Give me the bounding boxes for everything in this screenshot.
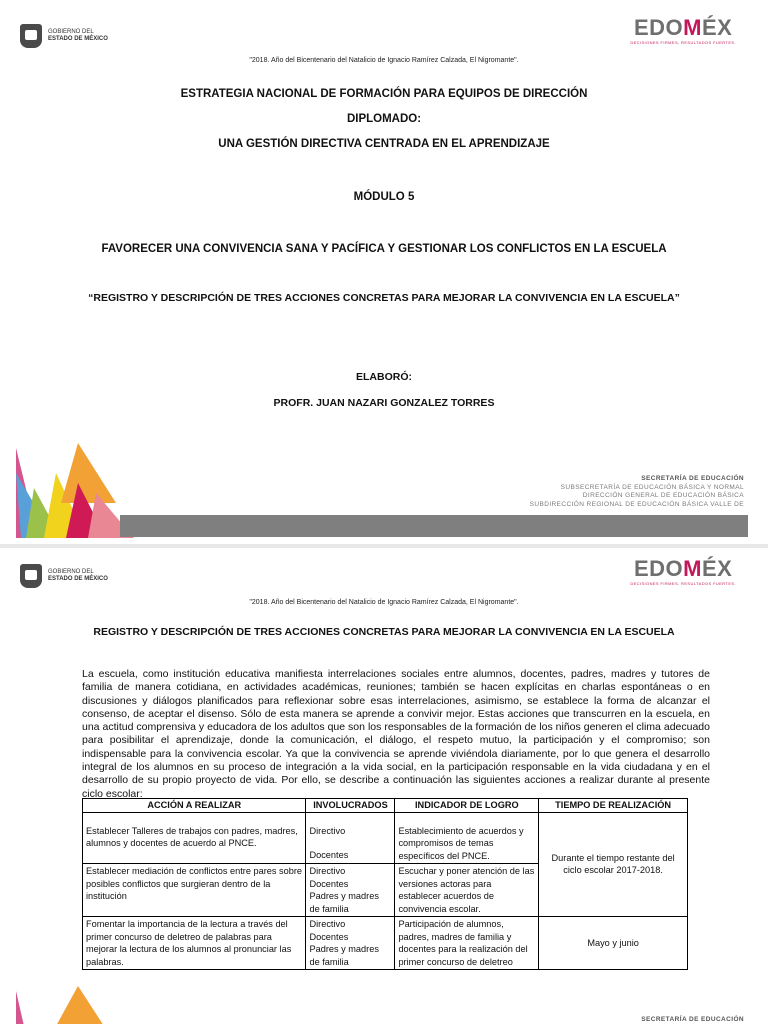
footer-institution <box>530 475 744 509</box>
brand-left: EDO <box>633 556 684 581</box>
accion-cell: Establecer mediación de conflictos entre pares sobre posibles conflictos que surgieran dentro de la institución <box>83 864 306 917</box>
secretaria-line: SECRETARÍA DE EDUCACIÓN <box>641 1016 744 1023</box>
decorative-triangles-art <box>16 986 136 1024</box>
col-header-indicador: INDICADOR DE LOGRO <box>395 799 539 813</box>
brand-right: ÉX <box>701 556 733 581</box>
involucrado-item: Docentes <box>309 850 349 860</box>
page-heading: REGISTRO Y DESCRIPCIÓN DE TRES ACCIONES CONCRETAS PARA MEJORAR LA CONVIVENCIA EN LA ESCUELA <box>93 626 675 638</box>
decorative-triangles-art <box>16 443 136 538</box>
author-label: ELABORÓ: <box>356 371 412 383</box>
module-title: MÓDULO 5 <box>353 191 415 203</box>
involucrado-item: Padres y madres de familia <box>309 944 379 967</box>
gobierno-logo <box>20 24 108 48</box>
secretaria-line: SECRETARÍA DE EDUCACIÓN <box>641 475 744 482</box>
subdireccion-line: SUBDIRECCIÓN REGIONAL DE EDUCACIÓN BÁSICA VALLE DE <box>529 500 744 508</box>
gov-logo-line1: GOBIERNO DEL <box>48 569 94 575</box>
brand-tagline: DECISIONES FIRMES, RESULTADOS FUERTES. <box>630 581 736 586</box>
indicador-cell: Establecimiento de acuerdos y compromisos de temas específicos del PNCE. <box>395 812 539 864</box>
col-header-involucrados: INVOLUCRADOS <box>306 799 395 813</box>
motto: "2018. Año del Bicentenario del Natalicio de Ignacio Ramírez Calzada, El Nigromante". <box>249 57 519 64</box>
footer-band <box>120 515 748 537</box>
subsecretaria-line: SUBSECRETARÍA DE EDUCACIÓN BÁSICA Y NORMAL <box>560 483 744 491</box>
shield-icon <box>20 564 42 588</box>
brand-tagline: DECISIONES FIRMES, RESULTADOS FUERTES. <box>630 40 736 45</box>
involucrado-item: Directivo <box>309 866 346 876</box>
intro-paragraph <box>58 668 710 801</box>
tiempo-cell: Mayo y junio <box>539 917 688 970</box>
table-row <box>83 917 688 970</box>
involucrados-cell <box>306 812 395 864</box>
author-name: PROFR. JUAN NAZARI GONZALEZ TORRES <box>273 397 495 409</box>
involucrado-item: Padres y madres de familia <box>309 891 379 914</box>
brand-mid: M <box>683 15 702 40</box>
involucrado-item: Directivo <box>309 919 346 929</box>
brand-mid: M <box>683 556 702 581</box>
diplomado-title: UNA GESTIÓN DIRECTIVA CENTRADA EN EL APRENDIZAJE <box>218 138 550 150</box>
involucrados-cell <box>306 917 395 970</box>
tiempo-cell: Durante el tiempo restante del ciclo escolar 2017-2018. <box>539 812 688 917</box>
col-header-tiempo: TIEMPO DE REALIZACIÓN <box>539 799 688 813</box>
shield-icon <box>20 24 42 48</box>
indicador-cell: Escuchar y poner atención de las versiones actoras para establecer acuerdos de convivencia escolar. <box>395 864 539 917</box>
involucrado-item: Directivo <box>309 825 346 836</box>
edomex-logo <box>630 558 736 586</box>
content-page <box>0 548 768 1024</box>
accion-cell: Establecer Talleres de trabajos con padres, madres, alumnos y docentes de acuerdo al PNCE. <box>83 812 306 864</box>
gov-logo-line2: ESTADO DE MÉXICO <box>48 576 108 582</box>
accion-cell: Fomentar la importancia de la lectura a través del primer concurso de deletreo de palabras para mejorar la lectura de los alumnos al pronunciar las palabras. <box>83 917 306 970</box>
module-topic: FAVORECER UNA CONVIVENCIA SANA Y PACÍFICA Y GESTIONAR LOS CONFLICTOS EN LA ESCUELA <box>101 243 667 255</box>
involucrado-item: Docentes <box>309 931 349 942</box>
col-header-accion: ACCIÓN A REALIZAR <box>83 799 306 813</box>
diplomado-label: DIPLOMADO: <box>346 113 422 125</box>
table-row <box>83 812 688 864</box>
motto: "2018. Año del Bicentenario del Natalicio de Ignacio Ramírez Calzada, El Nigromante". <box>249 599 519 606</box>
edomex-logo <box>630 17 736 45</box>
gov-logo-line1: GOBIERNO DEL <box>48 29 94 35</box>
table-header-row <box>83 799 688 813</box>
involucrados-cell <box>306 864 395 917</box>
brand-right: ÉX <box>701 15 733 40</box>
actions-table <box>82 798 688 970</box>
footer-institution <box>641 1016 744 1024</box>
gobierno-logo <box>20 564 108 588</box>
program-title: ESTRATEGIA NACIONAL DE FORMACIÓN PARA EQUIPOS DE DIRECCIÓN <box>180 88 588 100</box>
brand-left: EDO <box>633 15 684 40</box>
direccion-line: DIRECCIÓN GENERAL DE EDUCACIÓN BÁSICA <box>582 492 744 499</box>
gov-logo-line2: ESTADO DE MÉXICO <box>48 36 108 42</box>
indicador-cell: Participación de alumnos, padres, madres de familia y docentes para la realización del primer concurso de deletreo <box>395 917 539 970</box>
assignment-title: “REGISTRO Y DESCRIPCIÓN DE TRES ACCIONES CONCRETAS PARA MEJORAR LA CONVIVENCIA EN LA ESCUELA” <box>88 292 680 304</box>
involucrado-item: Docentes <box>309 878 349 889</box>
intro-text: La escuela, como institución educativa manifiesta interrelaciones sociales entre alumnos, docentes, padres, madres y tutores de familia de manera cotidiana, en actividades académicas, reuniones; también se hacen explícitas en charlas espontáneas o en discusiones y diálogos planificados para reflexionar sobre esas interrelaciones, asimismo, se establece la forma de alcanzar el consenso, de aceptar el disenso. Sólo de esta manera se aprende a convivir mejor. Estas acciones que transcurren en la escuela, en una actitud comprensiva y educadora de los adultos que son los responsables de la formación de los niños generen el clima adecuado para posibilitar el aprendizaje, donde la comunicación, el diálogo, el respeto mutuo, la participación y el compromiso; son indispensable para la convivencia escolar. Ya que la convivencia se aprende viviéndola diariamente, por lo que genera el desarrollo integral de los alumnos en su proceso de integración a la vida social, en la participación responsable en la vida ciudadana y en el desarrollo de su propio proyecto de vida. Por ello, se describe a continuación las siguientes acciones a realizar durante al presente ciclo escolar: <box>82 668 710 800</box>
